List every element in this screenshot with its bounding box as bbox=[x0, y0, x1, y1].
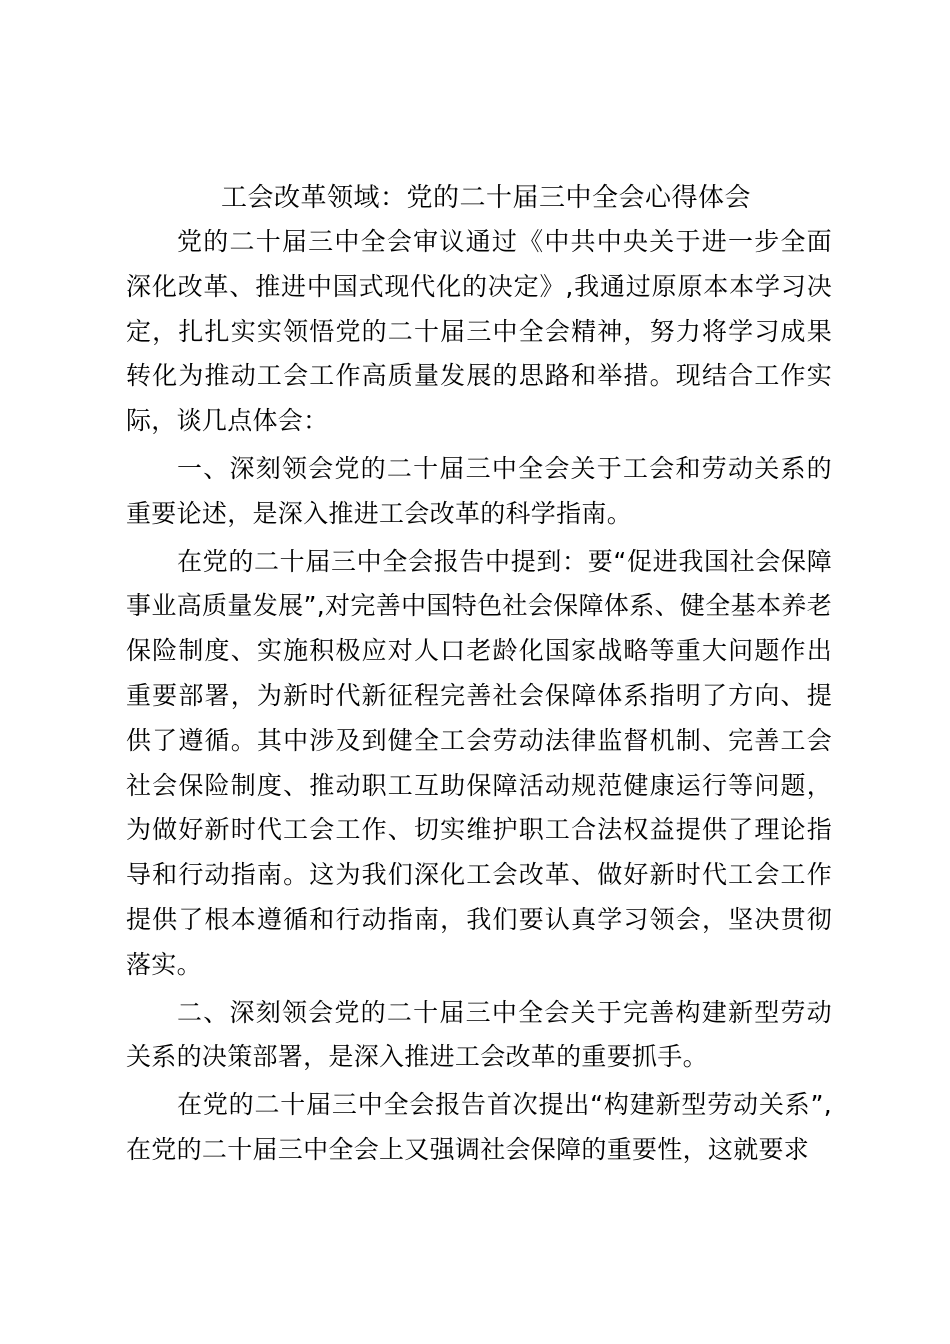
paragraph-intro: 党的二十届三中全会审议通过《中共中央关于进一步全面深化改革、推进中国式现代化的决定》,我通过原原本本学习决定，扎扎实实领悟党的二十届三中全会精神，努力将学习成果转化为推动工会工作高质量发展的思路和举措。现结合工作实际，谈几点体会： bbox=[126, 227, 832, 436]
section-heading-two: 二、深刻领会党的二十届三中全会关于完善构建新型劳动关系的决策部署，是深入推进工会改革的重要抓手。 bbox=[126, 997, 832, 1072]
document-page bbox=[126, 176, 832, 1173]
section-heading-one: 一、深刻领会党的二十届三中全会关于工会和劳动关系的重要论述，是深入推进工会改革的科学指南。 bbox=[126, 453, 832, 528]
paragraph-section-two: 在党的二十届三中全会报告首次提出“构建新型劳动关系”,在党的二十届三中全会上又强调社会保障的重要性，这就要求 bbox=[126, 1090, 832, 1164]
document-title: 工会改革领域：党的二十届三中全会心得体会 bbox=[220, 183, 751, 213]
paragraph-section-one: 在党的二十届三中全会报告中提到：要“促进我国社会保障事业高质量发展”,对完善中国特色社会保障体系、健全基本养老保险制度、实施积极应对人口老龄化国家战略等重大问题作出重要部署，为新时代新征程完善社会保障体系指明了方向、提供了遵循。其中涉及到健全工会劳动法律监督机制、完善工会社会保险制度、推动职工互助保障活动规范健康运行等问题，为做好新时代工会工作、切实维护职工合法权益提供了理论指导和行动指南。这为我们深化工会改革、做好新时代工会工作提供了根本遵循和行动指南，我们要认真学习领会，坚决贯彻落实。 bbox=[126, 546, 832, 979]
